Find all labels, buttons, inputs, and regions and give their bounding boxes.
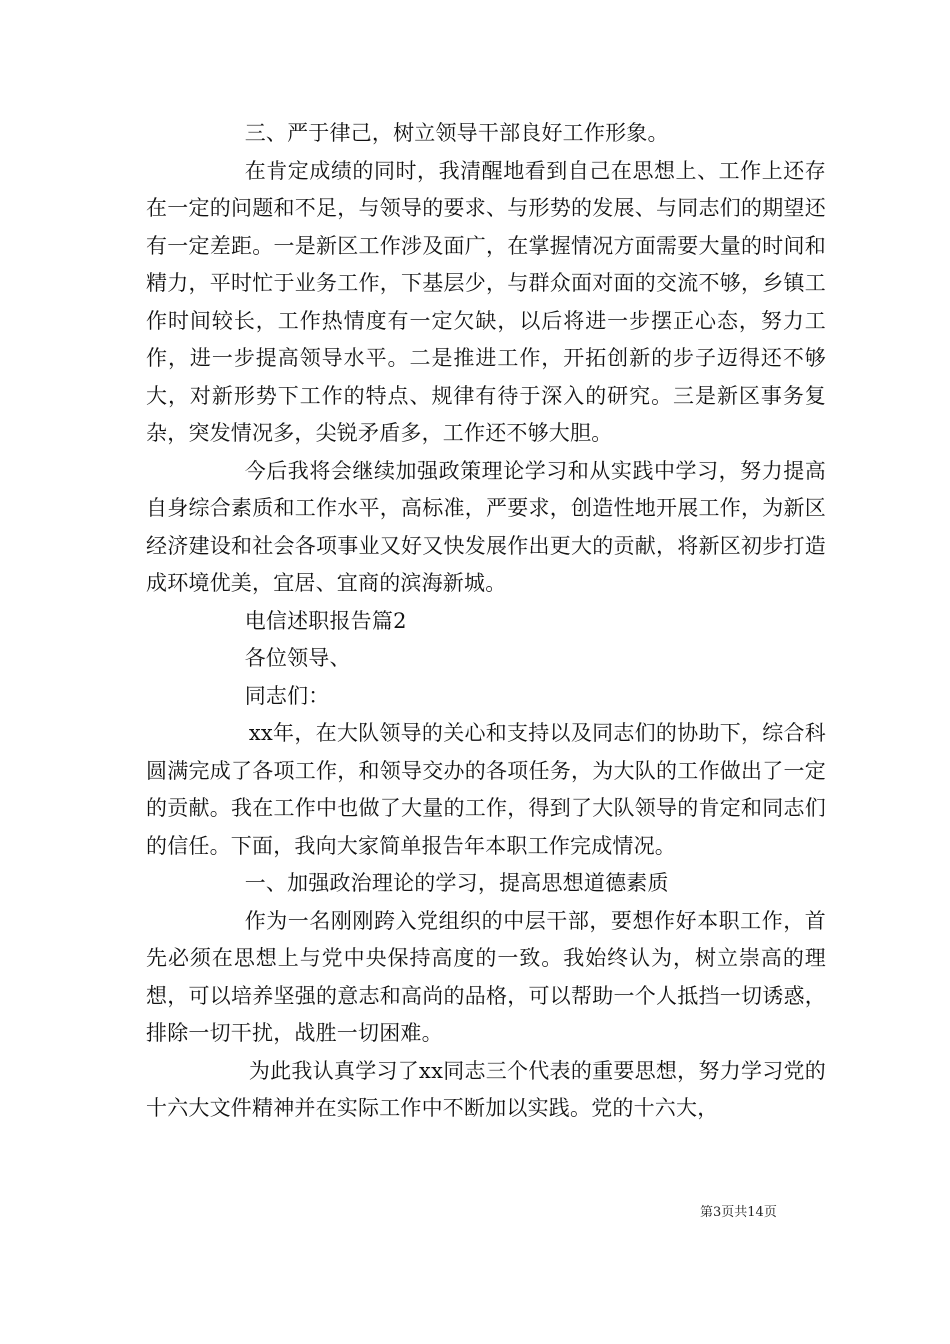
body-paragraph: 今后我将会继续加强政策理论学习和从实践中学习，努力提高自身综合素质和工作水平，高标准，严要求，创造性地开展工作，为新区经济建设和社会各项事业又好又快发展作出更大的贡献，将新区初步打造成环境优美，宜居、宜商的滨海新城。 (146, 458, 826, 595)
body-paragraph: 作为一名刚刚跨入党组织的中层干部，要想作好本职工作，首先必须在思想上与党中央保持高度的一致。我始终认为，树立崇高的理想，可以培养坚强的意志和高尚的品格，可以帮助一个人抵挡一切诱惑，排除一切干扰，战胜一切困难。 (146, 908, 826, 1045)
salutation-line: 同志们： (244, 683, 330, 708)
body-paragraph: 在肯定成绩的同时，我清醒地看到自己在思想上、工作上还存在一定的问题和不足，与领导的要求、与形势的发展、与同志们的期望还有一定差距。一是新区工作涉及面广，在掌握情况方面需要大量的时间和精力，平时忙于业务工作，下基层少，与群众面对面的交流不够，乡镇工作时间较长，工作热情度有一定欠缺，以后将进一步摆正心态，努力工作，进一步提高领导水平。二是推进工作，开拓创新的步子迈得还不够大，对新形势下工作的特点、规律有待于深入的研究。三是新区事务复杂，突发情况多，尖锐矛盾多，工作还不够大胆。 (146, 158, 826, 445)
section-heading: 一、加强政治理论的学习，提高思想道德素质 (244, 871, 669, 895)
salutation-line: 各位领导、 (244, 646, 351, 670)
body-paragraph: xx年，在大队领导的关心和支持以及同志们的协助下，综合科圆满完成了各项工作，和领导交办的各项任务，为大队的工作做出了一定的贡献。我在工作中也做了大量的工作，得到了大队领导的肯定和同志们的信任。下面，我向大家简单报告年本职工作完成情况。 (146, 721, 826, 858)
section-heading: 三、严于律己，树立领导干部良好工作形象。 (244, 121, 669, 145)
report-title: 电信述职报告篇2 (244, 608, 407, 633)
document-body (146, 115, 826, 1128)
page-number: 第3页共14页 (700, 1205, 777, 1220)
body-paragraph: 为此我认真学习了xx同志三个代表的重要思想，努力学习党的十六大文件精神并在实际工作中不断加以实践。党的十六大， (146, 1058, 826, 1120)
